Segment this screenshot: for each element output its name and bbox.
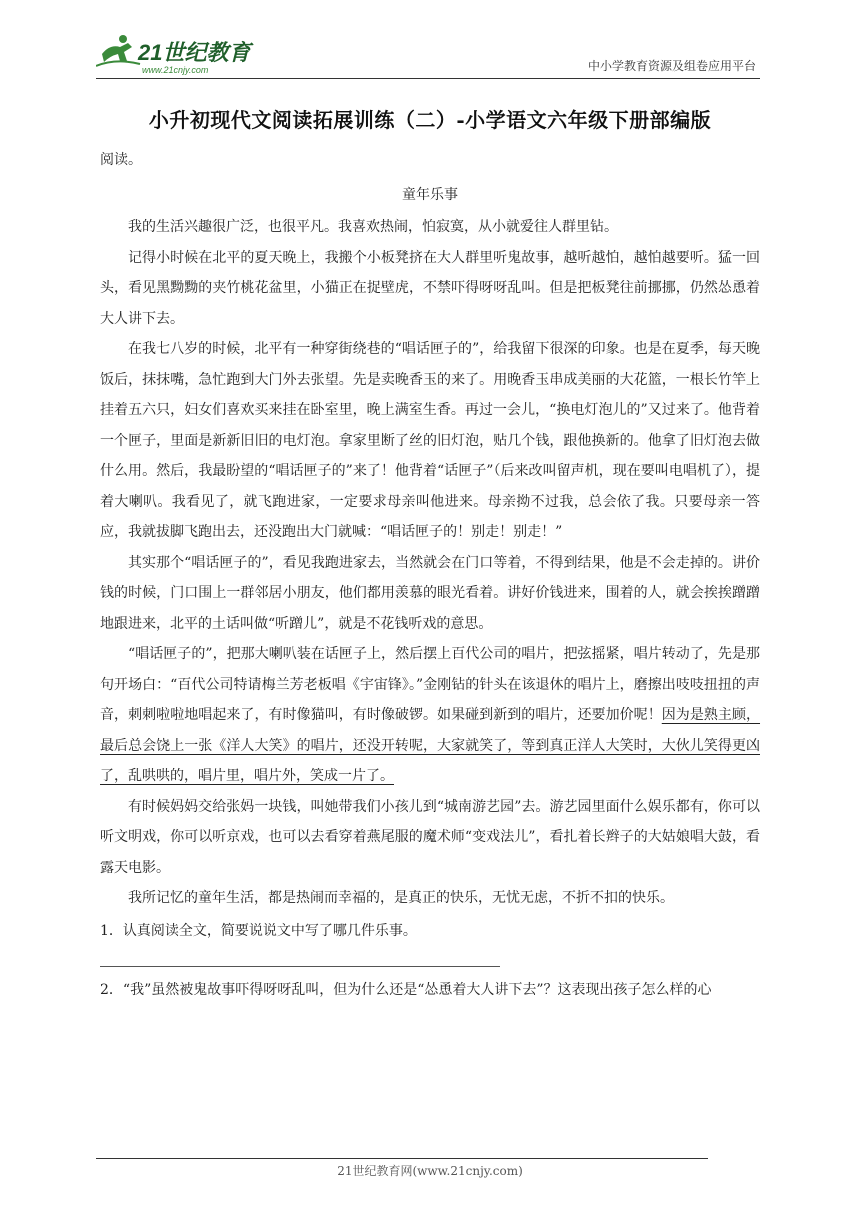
paragraph-1: 我的生活兴趣很广泛，也很平凡。我喜欢热闹，怕寂寞，从小就爱往人群里钻。 xyxy=(128,219,618,235)
instruction: 阅读。 xyxy=(100,152,142,168)
page-header xyxy=(96,30,760,79)
question-1: 1．认真阅读全文，简要说说文中写了哪几件乐事。 xyxy=(100,922,417,939)
question-2: 2．“我”虽然被鬼故事吓得呀呀乱叫，但为什么还是“怂恿着大人讲下去”？这表现出孩子怎么样的心 xyxy=(100,982,712,998)
story-title: 童年乐事 xyxy=(402,186,458,203)
document-body xyxy=(100,145,760,1006)
paragraph-5 xyxy=(100,639,760,792)
answer-line[interactable] xyxy=(100,946,500,967)
page-footer: 21世纪教育网(www.21cnjy.com) xyxy=(337,1164,523,1178)
logo-url: www.21cnjy.com xyxy=(142,65,209,75)
paragraph-5-text: “唱话匣子的”，把那大喇叭装在话匣子上，然后摆上百代公司的唱片，把弦摇紧，唱片转动了，先是那句开场白：“百代公司特请梅兰芳老板唱《宇宙锋》。”金刚钻的针头在该退休的唱片上，磨擦出吱吱扭扭的声音，刺刺啦啦地唱起来了，有时像猫叫，有时像破锣。如果碰到新到的唱片，还要加价呢！ xyxy=(100,646,760,723)
underlined-sentence: 因为是熟主顾，最后总会饶上一张《洋人大笑》的唱片，还没开转呢，大家就笑了，等到真正洋人大笑时，大伙儿笑得更凶了，乱哄哄的，唱片里，唱片外，笑成一片了。 xyxy=(100,707,761,784)
paragraph-7: 我所记忆的童年生活，都是热闹而幸福的，是真正的快乐，无忧无虑，不折不扣的快乐。 xyxy=(128,890,674,906)
paragraph-3: 在我七八岁的时候，北平有一种穿街绕巷的“唱话匣子的”，给我留下很深的印象。也是在夏季，每天晚饭后，抹抹嘴，急忙跑到大门外去张望。先是卖晚香玉的来了。用晚香玉串成美丽的大花篮，一根长竹竿上挂着五六只，妇女们喜欢买来挂在卧室里，晚上满室生香。再过一会儿，“换电灯泡儿的”又过来了。他背着一个匣子，里面是新新旧旧的电灯泡。拿家里断了丝的旧灯泡，贴几个钱，跟他换新的。他拿了旧灯泡去做什么用。然后，我最盼望的“唱话匣子的”来了！他背着“话匣子”（后来改叫留声机，现在要叫电唱机了），提着大喇叭。我看见了，就飞跑进家，一定要求母亲叫他进来。母亲拗不过我，总会依了我。只要母亲一答应，我就拔脚飞跑出去，还没跑出大门就喊：“唱话匣子的！别走！别走！” xyxy=(100,341,760,540)
footer-divider xyxy=(96,1158,708,1159)
paragraph-4: 其实那个“唱话匣子的”，看见我跑进家去，当然就会在门口等着，不得到结果，他是不会走掉的。讲价钱的时候，门口围上一群邻居小朋友，他们都用羡慕的眼光看着。讲好价钱进来，围着的人，就会挨挨蹭蹭地跟进来，北平的土话叫做“听蹭儿”，就是不花钱听戏的意思。 xyxy=(100,554,760,632)
page-title: 小升初现代文阅读拓展训练（二）-小学语文六年级下册部编版 xyxy=(148,108,712,132)
platform-name: 中小学教育资源及组卷应用平台 xyxy=(587,59,756,73)
21cnjy-logo xyxy=(96,30,266,76)
paragraph-6: 有时候妈妈交给张妈一块钱，叫她带我们小孩儿到“城南游艺园”去。游艺园里面什么娱乐都有，你可以听文明戏，你可以听京戏，也可以去看穿着燕尾服的魔术师“变戏法儿”，看扎着长辫子的大姑娘唱大鼓，看露天电影。 xyxy=(100,798,760,876)
paragraph-2: 记得小时候在北平的夏天晚上，我搬个小板凳挤在大人群里听鬼故事，越听越怕，越怕越要听。猛一回头，看见黑黝黝的夹竹桃花盆里，小猫正在捉壁虎，不禁吓得呀呀乱叫。但是把板凳往前挪挪，仍然怂恿着大人讲下去。 xyxy=(100,249,760,327)
logo-text: 21世纪教育 xyxy=(138,40,251,65)
